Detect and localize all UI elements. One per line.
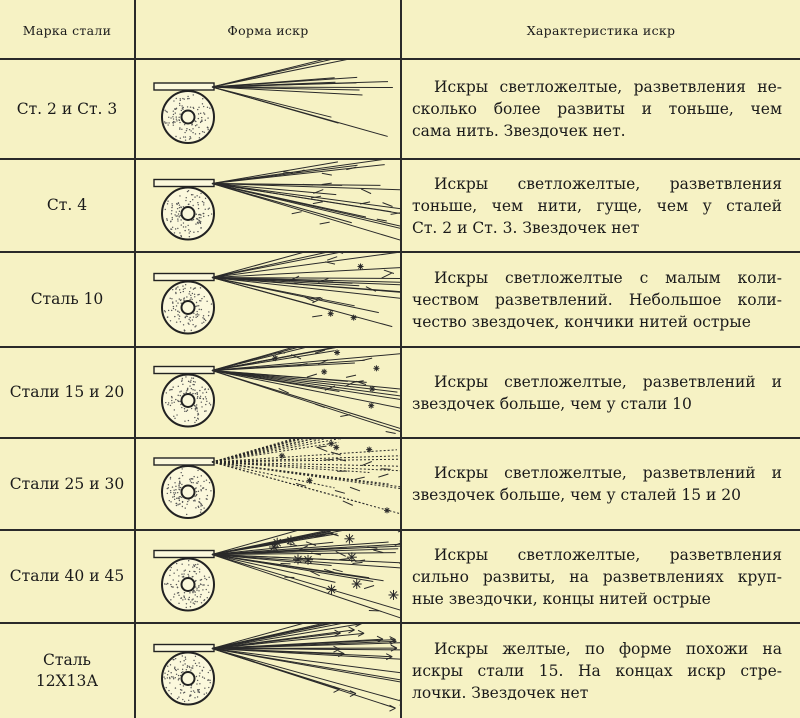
spark-drawing xyxy=(136,530,400,623)
steel-grade-label: 12Х13А xyxy=(35,671,99,690)
spark-stream-icon xyxy=(212,623,400,711)
steel-grade-label: Стали 15 и 20 xyxy=(9,383,125,402)
steel-grade-label: Ст. 2 и Ст. 3 xyxy=(16,99,118,118)
characteristic-line: звездочек больше, чем у стали 10 xyxy=(412,394,692,413)
spark-stream-icon xyxy=(212,59,400,136)
steel-bar-icon xyxy=(154,274,214,281)
steel-grade-label: Ст. 4 xyxy=(46,196,88,215)
spark-characteristic-cell xyxy=(412,252,782,347)
characteristic-line: Ст. 2 и Ст. 3. Звездочек нет xyxy=(412,218,640,237)
characteristic-line: чество звездочек, кончики нитей острые xyxy=(412,312,751,331)
steel-bar-icon xyxy=(154,83,214,90)
characteristic-line: сама нить. Звездочек нет. xyxy=(412,122,626,140)
steel-bar-icon xyxy=(154,180,214,187)
characteristic-line: чеством разветвлений. Небольшое коли- xyxy=(412,290,782,309)
row-divider xyxy=(0,529,800,531)
spark-drawing xyxy=(136,59,400,159)
characteristic-line: Искры светложелтые, разветвлений и xyxy=(434,372,782,391)
spark-drawing xyxy=(136,347,400,438)
row-divider xyxy=(0,437,800,439)
steel-grade-cell xyxy=(0,159,134,252)
column-divider-2 xyxy=(400,0,402,718)
steel-grade-cell xyxy=(0,252,134,347)
wheel-hub-icon xyxy=(182,111,195,124)
spark-characteristic-cell xyxy=(412,438,782,530)
wheel-hub-icon xyxy=(182,301,195,314)
characteristic-line: Искры желтые, по форме похожи на xyxy=(434,639,782,658)
characteristic-line: сколько более развиты и тоньше, чем xyxy=(412,100,782,118)
spark-characteristic-cell xyxy=(412,159,782,252)
spark-shape-cell xyxy=(136,438,400,530)
steel-grade-label: Стали 25 и 30 xyxy=(9,474,125,493)
spark-characteristic-cell xyxy=(412,623,782,718)
row-divider xyxy=(0,622,800,624)
spark-characteristic-cell xyxy=(412,59,782,159)
steel-grade-cell xyxy=(0,59,134,159)
header-characteristic: Характеристика искр xyxy=(526,22,676,38)
spark-shape-cell xyxy=(136,59,400,159)
spark-characteristic-cell xyxy=(412,530,782,623)
characteristic-line: лочки. Звездочек нет xyxy=(412,683,589,702)
spark-drawing xyxy=(136,252,400,347)
spark-drawing xyxy=(136,623,400,718)
spark-stream-icon xyxy=(212,252,400,327)
spark-shape-cell xyxy=(136,347,400,438)
steel-bar-icon xyxy=(154,367,214,374)
steel-bar-icon xyxy=(154,645,214,652)
characteristic-line: Искры светложелтые, разветвления xyxy=(434,174,782,193)
steel-grade-label: Стали 40 и 45 xyxy=(9,567,125,586)
characteristic-line: Искры светложелтые с малым коли- xyxy=(434,268,782,287)
wheel-hub-icon xyxy=(182,486,195,499)
characteristic-line: ные звездочки, концы нитей острые xyxy=(412,589,711,608)
steel-bar-icon xyxy=(154,551,214,558)
header-shape: Форма искр xyxy=(227,22,309,38)
characteristic-line: Искры светложелтые, разветвления xyxy=(434,545,782,564)
steel-grade-cell xyxy=(0,438,134,530)
spark-stream-icon xyxy=(212,347,400,438)
spark-shape-cell xyxy=(136,530,400,623)
characteristic-line: искры стали 15. На концах искр стре- xyxy=(412,661,782,680)
steel-grade-cell xyxy=(0,530,134,623)
characteristic-line: звездочек больше, чем у сталей 15 и 20 xyxy=(412,486,741,504)
spark-drawing xyxy=(136,159,400,252)
steel-grade-label: Сталь 10 xyxy=(30,290,104,309)
steel-grade-cell xyxy=(0,347,134,438)
characteristic-line: Искры светложелтые, разветвления не- xyxy=(434,78,782,96)
spark-stream-icon xyxy=(212,159,400,248)
spark-stream-icon xyxy=(212,530,400,623)
steel-grade-cell xyxy=(0,623,134,718)
row-divider xyxy=(0,251,800,253)
characteristic-line: Искры светложелтые, разветвлений и xyxy=(434,464,782,482)
row-divider xyxy=(0,158,800,160)
spark-stream-icon xyxy=(212,438,400,515)
steel-grade-label: Сталь xyxy=(43,650,91,669)
characteristic-line: тоньше, чем нити, гуще, чем у сталей xyxy=(412,196,782,215)
steel-bar-icon xyxy=(154,458,214,465)
wheel-hub-icon xyxy=(182,672,195,685)
spark-drawing xyxy=(136,438,400,530)
spark-shape-cell xyxy=(136,623,400,718)
header-grade: Марка стали xyxy=(22,22,112,38)
wheel-hub-icon xyxy=(182,394,195,407)
wheel-hub-icon xyxy=(182,578,195,591)
spark-shape-cell xyxy=(136,252,400,347)
row-divider xyxy=(0,346,800,348)
spark-characteristic-cell xyxy=(412,347,782,438)
wheel-hub-icon xyxy=(182,207,195,220)
characteristic-line: сильно развиты, на разветвлениях круп- xyxy=(412,567,782,586)
spark-shape-cell xyxy=(136,159,400,252)
